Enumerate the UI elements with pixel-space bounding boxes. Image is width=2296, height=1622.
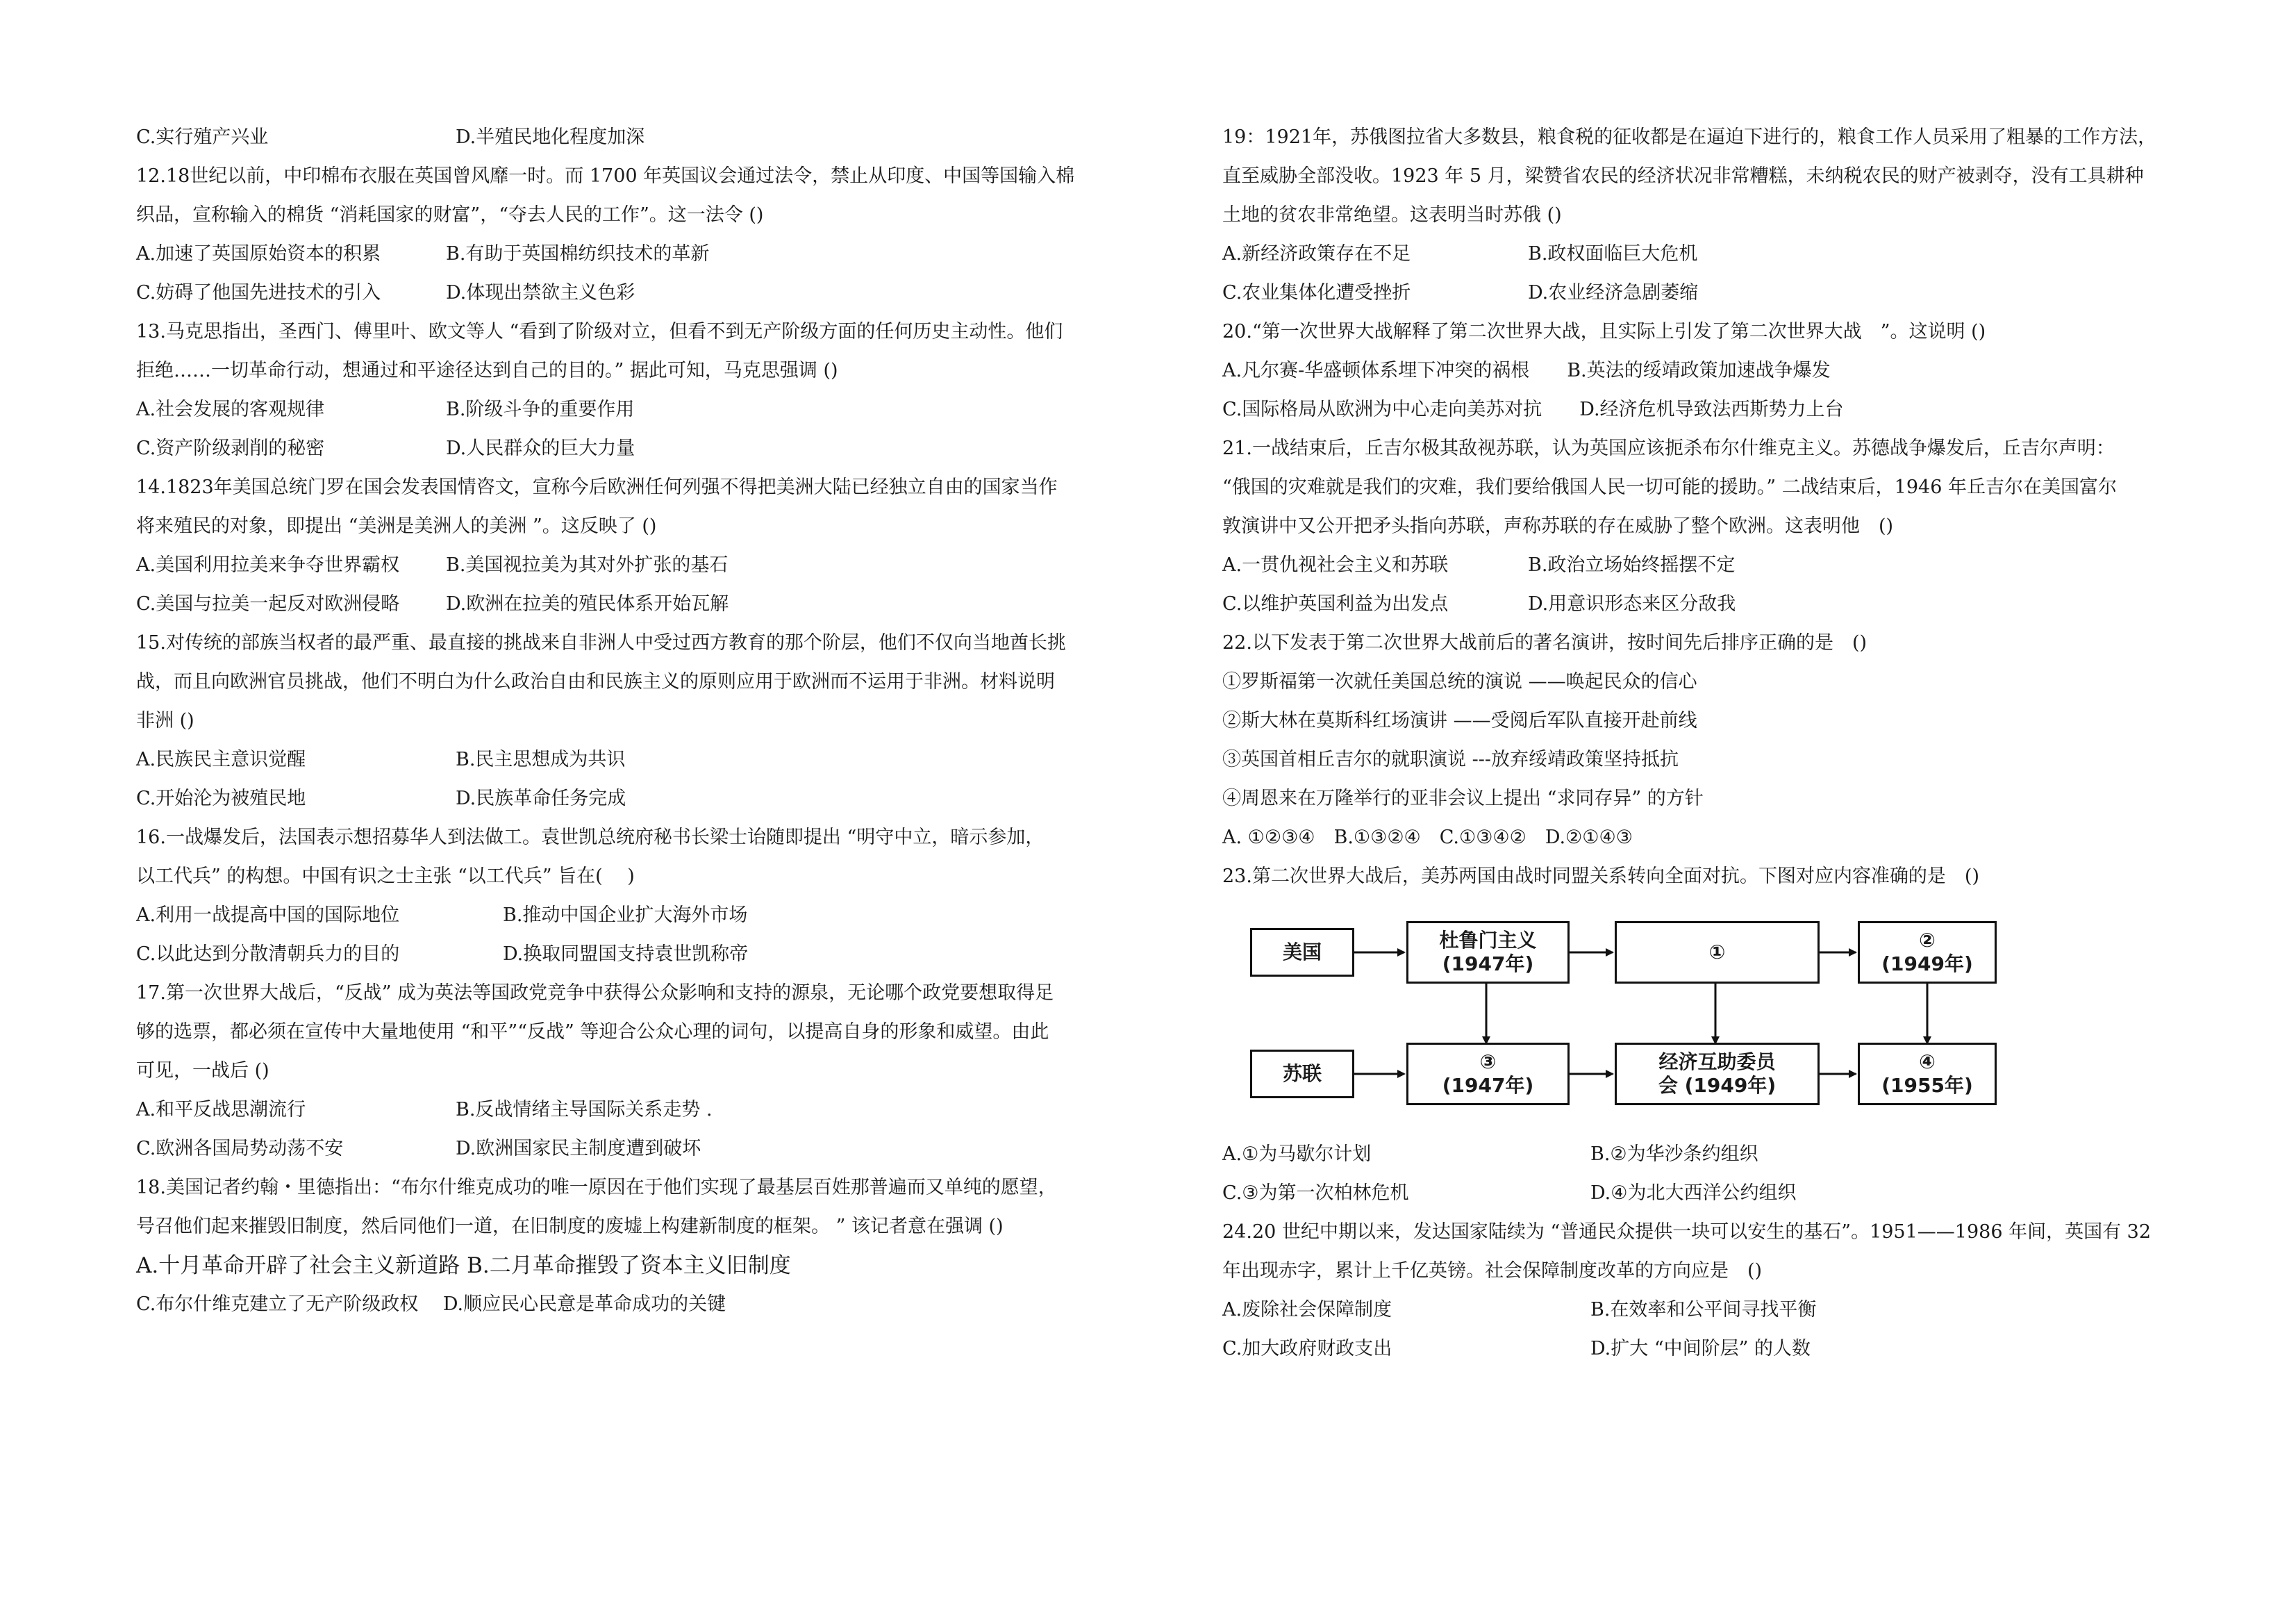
c4-year: (1955年) xyxy=(1881,1074,1973,1097)
box-truman-doctrine xyxy=(1406,921,1570,984)
q14-option-d: D.欧洲在拉美的殖民体系开始瓦解 xyxy=(446,593,729,615)
q15-options-cd xyxy=(136,779,1122,818)
q24-options-ab xyxy=(1222,1291,2195,1330)
q11-option-c: C.实行殖产兴业 xyxy=(136,126,269,148)
q23-option-c: C.③为第一次柏林危机 xyxy=(1222,1182,1409,1204)
q20-options-cd: C.国际格局从欧洲为中心走向美苏对抗 D.经济危机导致法西斯势力上台 xyxy=(1222,399,1844,420)
q15-stem-1: 15.对传统的部族当权者的最严重、最直接的挑战来自非洲人中受过西方教育的那个阶层，他们不仅向当地酋长挑 xyxy=(136,632,1066,654)
q15-option-b: B.民主思想成为共识 xyxy=(456,749,626,770)
box-usa-label: 美国 xyxy=(1282,941,1322,963)
q21-stem-2: “俄国的灾难就是我们的灾难，我们要给俄国人民一切可能的援助。” 二战结束后，1946 年丘吉尔在美国富尔 xyxy=(1222,477,2117,498)
q16-options-ab xyxy=(136,896,1122,935)
q23-options-ab xyxy=(1222,1135,2195,1174)
q22-options: A. ①②③④ B.①③②④ C.①③④② D.②①④③ xyxy=(1222,827,1633,848)
box-c2 xyxy=(1858,921,1997,984)
box-c4 xyxy=(1858,1043,1997,1105)
q16-stem-2: 以工代兵” 的构想。中国有识之士主张 “以工代兵” 旨在( ) xyxy=(136,866,635,887)
c2-year: (1949年) xyxy=(1881,952,1973,975)
q21-option-c: C.以维护英国利益为出发点 xyxy=(1222,593,1449,615)
q18-options-cd: C.布尔什维克建立了无产阶级政权 D.顺应民心民意是革命成功的关键 xyxy=(136,1293,726,1315)
q13-stem-2: 拒绝……一切革命行动，想通过和平途径达到自己的目的。” 据此可知，马克思强调 () xyxy=(136,360,838,381)
q13-option-d: D.人民群众的巨大力量 xyxy=(446,438,635,459)
q23-option-d: D.④为北大西洋公约组织 xyxy=(1590,1182,1797,1204)
q24-options-cd xyxy=(1222,1330,2195,1368)
q12-option-d: D.体现出禁欲主义色彩 xyxy=(446,282,635,304)
q17-options-cd xyxy=(136,1129,1122,1168)
q12-option-a: A.加速了英国原始资本的积累 xyxy=(136,243,381,265)
q23-stem: 23.第二次世界大战后，美苏两国由战时同盟关系转向全面对抗。下图对应内容准确的是 () xyxy=(1222,866,1980,887)
box-usa xyxy=(1250,928,1354,977)
c4-label: ④ xyxy=(1919,1050,1936,1073)
q18-stem-1: 18.美国记者约翰・里德指出：“布尔什维克成功的唯一原因在于他们实现了最基层百姓那普遍而又单纯的愿望， xyxy=(136,1177,1057,1198)
q21-stem-3: 敦演讲中又公开把矛头指向苏联，声称苏联的存在威胁了整个欧洲。这表明他 () xyxy=(1222,515,1894,537)
q15-option-c: C.开始沦为被殖民地 xyxy=(136,788,306,809)
q24-stem-2: 年出现赤字，累计上千亿英镑。社会保障制度改革的方向应是 () xyxy=(1222,1260,1763,1282)
q16-option-d: D.换取同盟国支持袁世凯称帝 xyxy=(503,943,749,965)
q21-stem-1: 21.一战结束后，丘吉尔极其敌视苏联，认为英国应该扼杀布尔什维克主义。苏德战争爆发后，丘吉尔声明： xyxy=(1222,438,2115,459)
q14-options-cd xyxy=(136,585,1122,624)
q15-stem-2: 战，而且向欧洲官员挑战，他们不明白为什么政治自由和民族主义的原则应用于欧洲而不运用于非洲。材料说明 xyxy=(136,671,1055,693)
q17-stem-3: 可见，一战后 () xyxy=(136,1060,269,1082)
q14-option-c: C.美国与拉美一起反对欧洲侵略 xyxy=(136,593,400,615)
q14-stem-1: 14.1823年美国总统门罗在国会发表国情咨文，宣称今后欧洲任何列强不得把美洲大陆已经独立自由的国家当作 xyxy=(136,477,1058,498)
c1-label: ① xyxy=(1708,941,1726,963)
q24-option-c: C.加大政府财政支出 xyxy=(1222,1338,1392,1359)
box-c3 xyxy=(1406,1043,1570,1105)
q17-option-b: B.反战情绪主导国际关系走势 . xyxy=(456,1099,713,1120)
q19-option-a: A.新经济政策存在不足 xyxy=(1222,243,1411,265)
q22-item-2: ②斯大林在莫斯科红场演讲 ——受阅后军队直接开赴前线 xyxy=(1222,710,1697,731)
box-ussr-label: 苏联 xyxy=(1282,1062,1322,1085)
q19-option-c: C.农业集体化遭受挫折 xyxy=(1222,282,1411,304)
q15-option-d: D.民族革命任务完成 xyxy=(456,788,626,809)
q18-options-ab: A.十月革命开辟了社会主义新道路 B.二月革命摧毁了资本主义旧制度 xyxy=(136,1253,791,1278)
q22-item-4: ④周恩来在万隆举行的亚非会议上提出 “求同存异” 的方针 xyxy=(1222,788,1704,809)
q16-option-c: C.以此达到分散清朝兵力的目的 xyxy=(136,943,400,965)
q21-options-cd xyxy=(1222,585,2195,624)
q19-stem-3: 土地的贫农非常绝望。这表明当时苏俄 () xyxy=(1222,204,1562,226)
q15-stem-3: 非洲 () xyxy=(136,710,194,731)
q24-option-a: A.废除社会保障制度 xyxy=(1222,1299,1392,1321)
q13-stem-1: 13.马克思指出，圣西门、傅里叶、欧文等人 “看到了阶级对立，但看不到无产阶级方面的任何历史主动性。他们 xyxy=(136,321,1063,342)
c3-year: (1947年) xyxy=(1442,1074,1534,1097)
q13-option-a: A.社会发展的客观规律 xyxy=(136,399,325,420)
q24-option-d: D.扩大 “中间阶层” 的人数 xyxy=(1590,1338,1811,1359)
comecon-label: 经济互助委员 xyxy=(1658,1050,1776,1073)
q21-option-a: A.一贯仇视社会主义和苏联 xyxy=(1222,554,1449,576)
cold-war-diagram xyxy=(1250,907,2014,1123)
q13-option-b: B.阶级斗争的重要作用 xyxy=(446,399,635,420)
q21-options-ab xyxy=(1222,546,2195,585)
q23-options-cd xyxy=(1222,1174,2195,1213)
q14-options-ab xyxy=(136,546,1122,585)
q19-option-d: D.农业经济急剧萎缩 xyxy=(1528,282,1699,304)
truman-year: (1947年) xyxy=(1442,952,1534,975)
q15-option-a: A.民族民主意识觉醒 xyxy=(136,749,306,770)
box-ussr xyxy=(1250,1050,1354,1098)
q22-item-3: ③英国首相丘吉尔的就职演说 ---放弃绥靖政策坚持抵抗 xyxy=(1222,749,1679,770)
q13-options-cd xyxy=(136,429,1122,468)
q17-option-d: D.欧洲国家民主制度遭到破坏 xyxy=(456,1138,701,1159)
q19-options-cd xyxy=(1222,274,2195,313)
q22-item-1: ①罗斯福第一次就任美国总统的演说 ——唤起民众的信心 xyxy=(1222,671,1697,693)
q14-option-b: B.美国视拉美为其对外扩张的基石 xyxy=(446,554,729,576)
q14-stem-2: 将来殖民的对象，即提出 “美洲是美洲人的美洲 ”。这反映了 () xyxy=(136,515,657,537)
left-column xyxy=(136,118,1122,1324)
q11-options xyxy=(136,118,1122,157)
q24-option-b: B.在效率和公平间寻找平衡 xyxy=(1590,1299,1817,1321)
q19-option-b: B.政权面临巨大危机 xyxy=(1528,243,1698,265)
q19-stem-1: 19：1921年，苏俄图拉省大多数县，粮食税的征收都是在逼迫下进行的，粮食工作人员采用了粗暴的工作方法， xyxy=(1222,126,2157,148)
q12-stem-2: 织品，宣称输入的棉货 “消耗国家的财富”，“夺去人民的工作”。这一法令 () xyxy=(136,204,764,226)
q23-option-b: B.②为华沙条约组织 xyxy=(1590,1143,1758,1165)
q19-options-ab xyxy=(1222,235,2195,274)
c3-label: ③ xyxy=(1479,1050,1497,1073)
q16-options-cd xyxy=(136,935,1122,974)
q13-option-c: C.资产阶级剥削的秘密 xyxy=(136,438,325,459)
q24-stem-1: 24.20 世纪中期以来，发达国家陆续为 “普通民众提供一块可以安生的基石”。1951——1986 年间，英国有 32 xyxy=(1222,1221,2152,1243)
q21-option-b: B.政治立场始终摇摆不定 xyxy=(1528,554,1736,576)
q11-option-d: D.半殖民地化程度加深 xyxy=(456,126,645,148)
q18-stem-2: 号召他们起来摧毁旧制度，然后同他们一道，在旧制度的废墟上构建新制度的框架。 ” 该记者意在强调 () xyxy=(136,1216,1004,1237)
q17-stem-2: 够的选票，都必须在宣传中大量地使用 “和平”“反战” 等迎合公众心理的词句，以提高自身的形象和威望。由此 xyxy=(136,1021,1049,1043)
q17-option-c: C.欧洲各国局势动荡不安 xyxy=(136,1138,344,1159)
q12-stem-1: 12.18世纪以前，中印棉布衣服在英国曾风靡一时。而 1700 年英国议会通过法令，禁止从印度、中国等国输入棉 xyxy=(136,165,1075,187)
q12-options-cd xyxy=(136,274,1122,313)
q16-option-b: B.推动中国企业扩大海外市场 xyxy=(503,904,748,926)
q20-stem: 20.“第一次世界大战解释了第二次世界大战，且实际上引发了第二次世界大战 ”。这说明 () xyxy=(1222,321,1986,342)
q16-option-a: A.利用一战提高中国的国际地位 xyxy=(136,904,400,926)
c2-label: ② xyxy=(1919,929,1936,952)
q19-stem-2: 直至威胁全部没收。1923 年 5 月，梁赞省农民的经济状况非常糟糕，未纳税农民的财产被剥夺，没有工具耕种 xyxy=(1222,165,2144,187)
q15-options-ab xyxy=(136,740,1122,779)
comecon-year: 会 (1949年) xyxy=(1658,1074,1777,1097)
q21-option-d: D.用意识形态来区分敌我 xyxy=(1528,593,1736,615)
box-comecon xyxy=(1615,1043,1820,1105)
right-column xyxy=(1222,118,2195,1368)
q20-options-ab: A.凡尔赛-华盛顿体系埋下冲突的祸根 B.英法的绥靖政策加速战争爆发 xyxy=(1222,360,1831,381)
q17-stem-1: 17.第一次世界大战后，“反战” 成为英法等国政党竞争中获得公众影响和支持的源泉，无论哪个政党要想取得足 xyxy=(136,982,1054,1004)
q16-stem-1: 16.一战爆发后，法国表示想招募华人到法做工。袁世凯总统府秘书长梁士诒随即提出 “明守中立，暗示参加， xyxy=(136,827,1045,848)
q13-options-ab xyxy=(136,390,1122,429)
q17-option-a: A.和平反战思潮流行 xyxy=(136,1099,306,1120)
q22-stem: 22.以下发表于第二次世界大战前后的著名演讲，按时间先后排序正确的是 () xyxy=(1222,632,1867,654)
q17-options-ab xyxy=(136,1091,1122,1129)
q12-options-ab xyxy=(136,235,1122,274)
q14-option-a: A.美国利用拉美来争夺世界霸权 xyxy=(136,554,400,576)
q12-option-c: C.妨碍了他国先进技术的引入 xyxy=(136,282,381,304)
q23-option-a: A.①为马歇尔计划 xyxy=(1222,1143,1372,1165)
truman-label: 杜鲁门主义 xyxy=(1439,929,1537,952)
box-c1 xyxy=(1615,921,1820,984)
q12-option-b: B.有助于英国棉纺织技术的革新 xyxy=(446,243,710,265)
